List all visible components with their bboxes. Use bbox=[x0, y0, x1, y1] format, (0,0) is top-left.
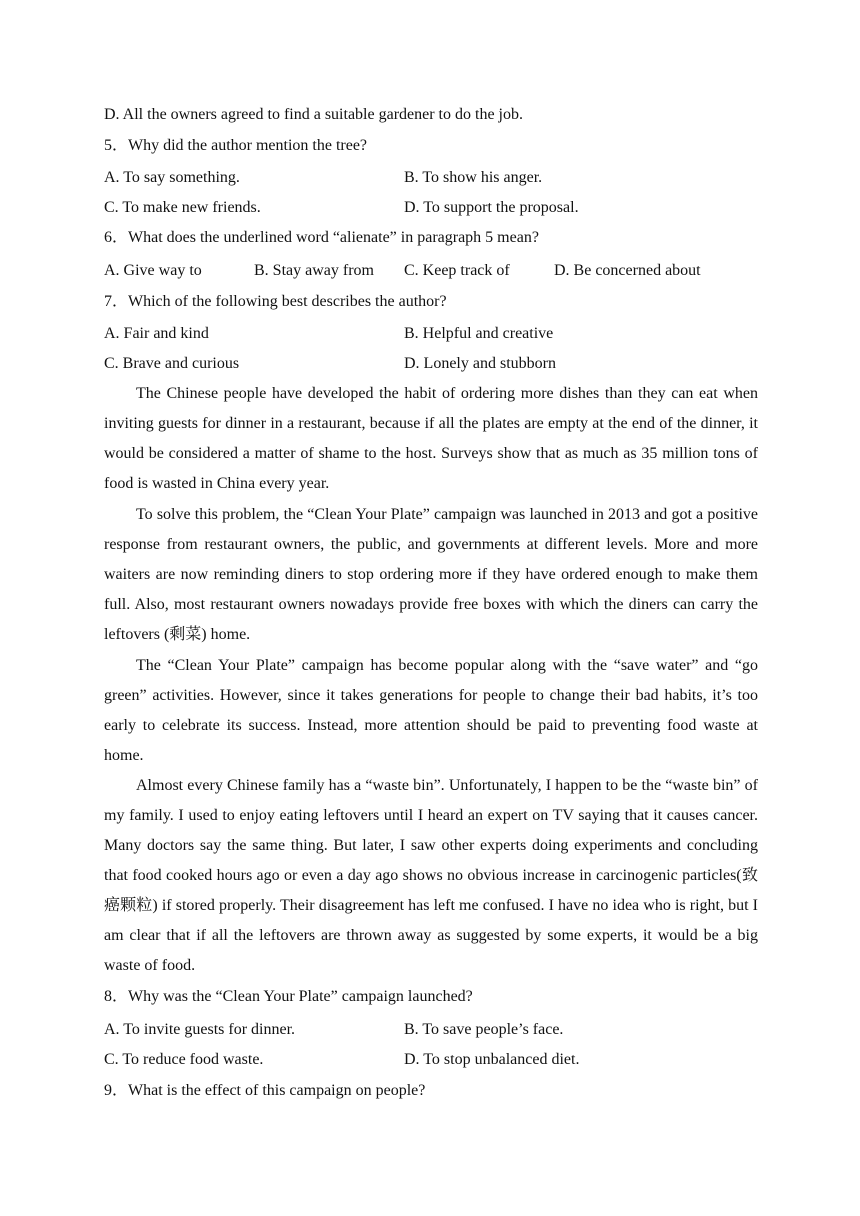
q4-option-d: D. All the owners agreed to find a suitable gardener to do the job. bbox=[104, 106, 523, 123]
q8-option-d: D. To stop unbalanced diet. bbox=[404, 1051, 580, 1068]
q7-question: 7．Which of the following best describes the author? bbox=[104, 293, 447, 310]
q5-options-row-1 bbox=[104, 168, 758, 188]
passage-paragraph: The Chinese people have developed the habit of ordering more dishes than they can eat when inviting guests for dinner in a restaurant, because if all the plates are empty at the end of the dinner, it would be considered a matter of shame to the host. Surveys show that as much as 35 million tons of food is wasted in China every year. bbox=[104, 385, 758, 492]
q5-option-a: A. To say something. bbox=[104, 169, 240, 186]
q7-options-row-1 bbox=[104, 324, 758, 344]
q7-option-b: B. Helpful and creative bbox=[404, 325, 554, 342]
q6-option-a: A. Give way to bbox=[104, 262, 202, 279]
passage-paragraph: Almost every Chinese family has a “waste bin”. Unfortunately, I happen to be the “waste bin” of my family. I used to enjoy eating leftovers until I heard an expert on TV saying that it causes cancer. Many doctors say the same thing. But later, I saw other experts doing experiments and concluding that food cooked hours ago or even a day ago shows no obvious increase in carcinogenic particles(致癌颗粒) if stored properly. Their disagreement has left me confused. I have no idea who is right, but I am clear that if all the leftovers are thrown away as suggested by some experts, it would be a big waste of food. bbox=[104, 777, 758, 974]
q8-option-b: B. To save people’s face. bbox=[404, 1021, 564, 1038]
q5-option-d: D. To support the proposal. bbox=[404, 199, 579, 216]
q6-option-b: B. Stay away from bbox=[254, 262, 374, 279]
q6-options-row bbox=[104, 261, 758, 281]
q5-option-c: C. To make new friends. bbox=[104, 199, 261, 216]
exam-page bbox=[104, 100, 758, 1101]
reading-passage bbox=[104, 379, 758, 981]
q7-option-d: D. Lonely and stubborn bbox=[404, 355, 556, 372]
q8-option-c: C. To reduce food waste. bbox=[104, 1051, 264, 1068]
passage-paragraph: To solve this problem, the “Clean Your Plate” campaign was launched in 2013 and got a positive response from restaurant owners, the public, and governments at different levels. More and more waiters are now reminding diners to stop ordering more if they have ordered enough to make them full. Also, most restaurant owners nowadays provide free boxes with which the diners can carry the leftovers (剩菜) home. bbox=[104, 506, 758, 643]
q9-question: 9．What is the effect of this campaign on people? bbox=[104, 1082, 426, 1099]
q7-option-a: A. Fair and kind bbox=[104, 325, 209, 342]
passage-paragraph: The “Clean Your Plate” campaign has become popular along with the “save water” and “go green” activities. However, since it takes generations for people to change their bad habits, it’s too early to celebrate its success. Instead, more attention should be paid to preventing food waste at home. bbox=[104, 657, 758, 764]
q7-option-c: C. Brave and curious bbox=[104, 355, 240, 372]
q6-question: 6．What does the underlined word “alienate” in paragraph 5 mean? bbox=[104, 229, 539, 246]
q5-option-b: B. To show his anger. bbox=[404, 169, 543, 186]
q8-options-row-1 bbox=[104, 1020, 758, 1040]
q5-question: 5．Why did the author mention the tree? bbox=[104, 137, 368, 154]
q5-options-row-2 bbox=[104, 198, 758, 218]
q6-option-d: D. Be concerned about bbox=[554, 262, 701, 279]
q7-options-row-2 bbox=[104, 354, 758, 374]
q8-options-row-2 bbox=[104, 1050, 758, 1070]
q8-option-a: A. To invite guests for dinner. bbox=[104, 1021, 296, 1038]
q8-question: 8．Why was the “Clean Your Plate” campaign launched? bbox=[104, 988, 473, 1005]
q6-option-c: C. Keep track of bbox=[404, 262, 510, 279]
